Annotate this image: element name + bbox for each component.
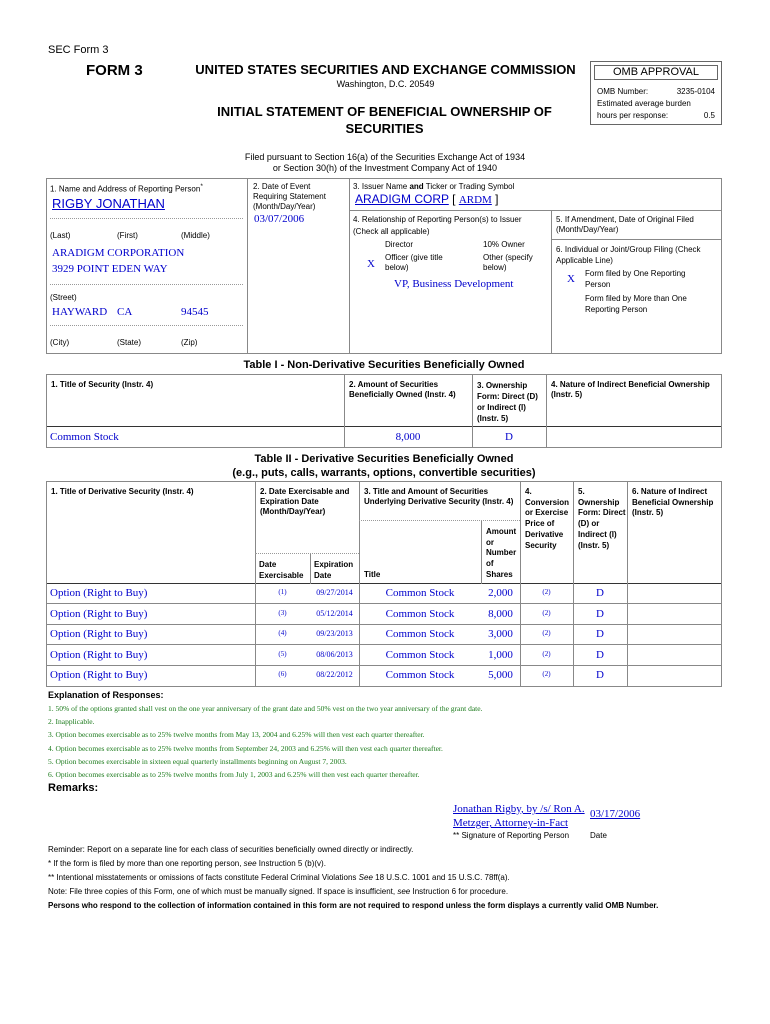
intentional-note: ** Intentional misstatements or omissions of facts constitute Federal Criminal Violations See 18 U.S.C. 1001 and 15 U.S.C. 78ff(a).: [48, 873, 510, 882]
table2-row-underlying-amount: 8,000: [488, 608, 513, 620]
table2-col6-header: 6. Nature of Indirect Beneficial Ownership (Instr. 5): [632, 487, 714, 518]
table2-row-derivative-title: Option (Right to Buy): [50, 587, 148, 599]
table2-row-underlying-amount: 3,000: [488, 628, 513, 640]
box1-label: 1. Name and Address of Reporting Person*: [50, 183, 203, 194]
reporting-person-name: RIGBY JONATHAN: [52, 196, 165, 211]
explanation-note: 1. 50% of the options granted shall vest on the one year anniversary of the grant date and 50% vest on the two year anniversary of the grant date.: [48, 704, 483, 713]
omb-approval-box: [590, 61, 722, 125]
star-note: * If the form is filed by more than one reporting person, see Instruction 5 (b)(v).: [48, 859, 326, 868]
issuer-line: ARADIGM CORP [ ARDM ]: [355, 192, 499, 206]
box6-label: 6. Individual or Joint/Group Filing (Check Applicable Line): [556, 245, 701, 265]
table2-row-ownership-form: D: [596, 628, 604, 640]
table2-row-conversion-price: (2): [542, 609, 551, 617]
table2-row-expiration-date: 08/06/2013: [316, 650, 353, 659]
director-label: Director: [385, 240, 414, 249]
table1-col4-header: 4. Nature of Indirect Beneficial Ownership (Instr. 5): [551, 380, 710, 399]
street-label: (Street): [50, 293, 77, 302]
table1-amount: 8,000: [395, 431, 421, 443]
signature-date: 03/17/2006: [590, 808, 641, 820]
signature-name: Jonathan Rigby, by /s/ Ron A. Metzger, Attorney-in-Fact: [453, 803, 585, 829]
table2-title: Table II - Derivative Securities Beneficially Owned (e.g., puts, calls, warrants, options, convertible securities): [232, 453, 536, 479]
table2-row-ownership-form: D: [596, 649, 604, 661]
table1-ownership-form: D: [505, 431, 513, 443]
table2-col2-header: 2. Date Exercisable and Expiration Date (Month/Day/Year): [260, 487, 350, 516]
filed-pursuant: Filed pursuant to Section 16(a) of the Securities Exchange Act of 1934 or Section 30(h) of the Investment Company Act of 1940: [244, 152, 526, 173]
table2-row-derivative-title: Option (Right to Buy): [50, 669, 148, 681]
table2-row-expiration-date: 08/22/2012: [316, 670, 353, 679]
remarks-title: Remarks:: [48, 782, 99, 794]
table2-row-date-exercisable: (6): [278, 670, 287, 678]
copies-note: Note: File three copies of this Form, one of which must be manually signed. If space is insufficient, see Instruction 6 for procedure.: [48, 887, 509, 896]
table2-col3-header: 3. Title and Amount of Securities Underlying Derivative Security (Instr. 4): [364, 487, 514, 506]
table2-row-conversion-price: (2): [542, 670, 551, 678]
table2-row-ownership-form: D: [596, 587, 604, 599]
officer-title: VP, Business Development: [394, 278, 514, 290]
table2-row-expiration-date: 09/23/2013: [316, 629, 353, 638]
table2-row-ownership-form: D: [596, 608, 604, 620]
event-date: 03/07/2006: [254, 213, 305, 225]
table1-col2-header: 2. Amount of Securities Beneficially Owned (Instr. 4): [349, 380, 456, 399]
table2-row-expiration-date: 05/12/2014: [316, 609, 353, 618]
middle-label: (Middle): [181, 231, 210, 240]
officer-label: Officer (give title below): [385, 253, 443, 272]
table2-row-underlying-title: Common Stock: [385, 649, 455, 661]
reminder-text: Reminder: Report on a separate line for each class of securities beneficially owned directly or indirectly.: [48, 845, 414, 854]
date-label: Date: [590, 831, 607, 840]
table2-row-derivative-title: Option (Right to Buy): [50, 608, 148, 620]
explanation-note: 3. Option becomes exercisable as to 25% twelve months from May 13, 2004 and 6.25% will then vest each quarter thereafter.: [48, 730, 425, 740]
table2-row-underlying-title: Common Stock: [385, 669, 455, 681]
table2-date-exercisable-header: Date Exercisable: [259, 560, 304, 580]
table2-row-conversion-price: (2): [542, 629, 551, 637]
table2-row-underlying-amount: 2,000: [488, 587, 513, 599]
table1-col1-header: 1. Title of Security (Instr. 4): [51, 380, 154, 389]
address-line-1: ARADIGM CORPORATION: [52, 247, 185, 259]
address-line-2: 3929 POINT EDEN WAY: [52, 263, 168, 275]
commission-location: Washington, D.C. 20549: [336, 79, 435, 89]
table2-row-date-exercisable: (1): [278, 588, 287, 596]
issuer-name: ARADIGM CORP: [355, 192, 449, 206]
table2-col5-header: 5. Ownership Form: Direct (D) or Indirect (I) (Instr. 5): [578, 487, 626, 550]
multi-person-option: Form filed by More than One Reporting Person: [585, 294, 687, 314]
last-label: (Last): [50, 231, 71, 240]
statement-title: INITIAL STATEMENT OF BENEFICIAL OWNERSHIP OF SECURITIES: [217, 104, 552, 136]
city-value: HAYWARD: [52, 306, 108, 318]
box4-sub: (Check all applicable): [353, 227, 430, 236]
zip-value: 94545: [181, 306, 209, 318]
zip-label: (Zip): [181, 338, 198, 347]
table2-expiration-header: Expiration Date: [314, 560, 354, 580]
table2-row-date-exercisable: (5): [278, 650, 287, 658]
omb-title: OMB APPROVAL: [594, 65, 718, 80]
table2-amount-header: Amount or Number of Shares: [486, 527, 517, 579]
officer-check-mark: X: [367, 258, 375, 270]
explanation-note: 2. Inapplicable.: [48, 717, 95, 727]
omb-hours: 0.5: [703, 111, 715, 120]
box5-label: 5. If Amendment, Date of Original Filed (Month/Day/Year): [556, 215, 694, 234]
table2-row-conversion-price: (2): [542, 588, 551, 596]
other-label: Other (specify below): [483, 253, 533, 272]
omb-burden-label: Estimated average burden: [597, 99, 691, 108]
table2-row-date-exercisable: (3): [278, 609, 287, 617]
box4-label: 4. Relationship of Reporting Person(s) to Issuer: [353, 215, 522, 224]
explanation-note: 4. Option becomes exercisable as to 25% twelve months from September 24, 2003 and 6.25% will then vest each quarter thereafter.: [48, 743, 443, 753]
table2-row-derivative-title: Option (Right to Buy): [50, 649, 148, 661]
signature-label: ** Signature of Reporting Person: [453, 831, 570, 840]
box3-label: 3. Issuer Name and Ticker or Trading Symbol: [353, 182, 515, 191]
persons-note: Persons who respond to the collection of information contained in this form are not required to respond unless the form displays a currently valid OMB Number.: [48, 901, 659, 910]
city-label: (City): [50, 338, 70, 347]
table2-row-ownership-form: D: [596, 669, 604, 681]
table2-row-derivative-title: Option (Right to Buy): [50, 628, 148, 640]
table1-title: Table I - Non-Derivative Securities Beneficially Owned: [243, 359, 525, 371]
omb-number: 3235-0104: [676, 87, 715, 96]
table1-security-title: Common Stock: [50, 431, 119, 443]
omb-number-label: OMB Number:: [597, 87, 649, 96]
table2-row-underlying-amount: 5,000: [488, 669, 513, 681]
explanation-title: Explanation of Responses:: [48, 690, 164, 700]
state-label: (State): [117, 338, 142, 347]
table2-row-underlying-title: Common Stock: [385, 628, 455, 640]
form-number: FORM 3: [86, 62, 143, 79]
table2-col1-header: 1. Title of Derivative Security (Instr. 4): [51, 487, 194, 496]
first-label: (First): [117, 231, 138, 240]
table1-col3-header: 3. Ownership Form: Direct (D) or Indirect (I) (Instr. 5): [477, 381, 538, 423]
omb-hours-label: hours per response:: [597, 111, 669, 120]
ticker-symbol: ARDM: [458, 194, 492, 206]
sec-form-label: SEC Form 3: [48, 44, 109, 56]
ten-pct-owner-label: 10% Owner: [483, 240, 525, 249]
table2-row-underlying-title: Common Stock: [385, 587, 455, 599]
commission-title: UNITED STATES SECURITIES AND EXCHANGE COMMISSION: [195, 62, 576, 77]
one-person-option: Form filed by One Reporting Person: [585, 269, 686, 289]
table2-row-expiration-date: 09/27/2014: [316, 588, 353, 597]
one-person-check-mark: X: [567, 273, 575, 285]
table2-row-underlying-amount: 1,000: [488, 649, 513, 661]
explanation-note: 6. Option becomes exercisable as to 25% twelve months from July 1, 2003 and 6.25% will then vest each quarter thereafter.: [48, 770, 420, 779]
explanation-note: 5. Option becomes exercisable in sixteen equal quarterly installments beginning on August 7, 2003.: [48, 756, 347, 766]
table2-row-conversion-price: (2): [542, 650, 551, 658]
box2-label: 2. Date of Event Requiring Statement (Month/Day/Year): [253, 182, 326, 211]
table2-row-underlying-title: Common Stock: [385, 608, 455, 620]
state-value: CA: [117, 306, 133, 318]
table2-col4-header: 4. Conversion or Exercise Price of Derivative Security: [525, 487, 570, 550]
table2-title-header: Title: [364, 570, 381, 579]
table2-row-date-exercisable: (4): [278, 629, 287, 637]
